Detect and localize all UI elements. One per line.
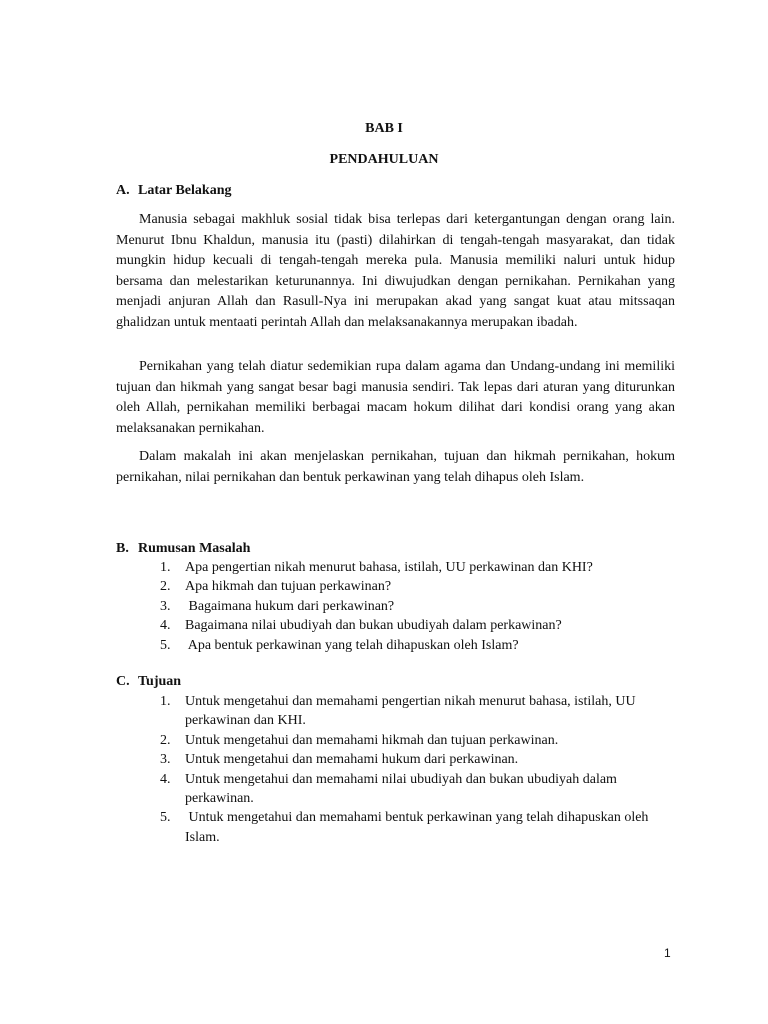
list-item-text: Bagaimana hukum dari perkawinan? bbox=[185, 598, 395, 614]
list-item bbox=[160, 616, 675, 635]
list-item bbox=[160, 731, 665, 750]
list-item-number: 5. bbox=[160, 637, 171, 653]
list-item-number: 4. bbox=[160, 618, 171, 634]
list-item-text: Apa pengertian nikah menurut bahasa, istilah, UU perkawinan dan KHI? bbox=[185, 560, 593, 575]
list-item bbox=[160, 558, 675, 577]
section-a-paragraph-1: Manusia sebagai makhluk sosial tidak bisa terlepas dari ketergantungan dengan orang lain. Menurut Ibnu Khaldun, manusia itu (pasti) dilahirkan di tengah-tengah masyarakat, dan tidak mungkin hidup kecuali di tengah-tengah mereka pula. Manusia memiliki naluri untuk hidup bersama dan melestarikan keturunannya. Ini diwujudkan dengan pernikahan. Pernikahan yang menjadi anjuran Allah dan Rasull-Nya ini merupakan akad yang sangat kuat atau mitssaqan ghalidzan untuk mentaati perintah Allah dan melaksanakannya merupakan ibadah. bbox=[116, 212, 675, 330]
list-item-number: 1. bbox=[160, 560, 171, 575]
list-item bbox=[160, 692, 665, 731]
list-item-text: Apa bentuk perkawinan yang telah dihapuskan oleh Islam? bbox=[185, 637, 519, 653]
section-a-paragraph-3: Dalam makalah ini akan menjelaskan pernikahan, tujuan dan hikmah pernikahan, hokum pernikahan, nilai pernikahan dan bentuk perkawinan yang telah dihapus oleh Islam. bbox=[116, 449, 675, 485]
list-item-text: Untuk mengetahui dan memahami nilai ubudiyah dan bukan ubudiyah dalam perkawinan. bbox=[185, 771, 617, 807]
list-item bbox=[160, 597, 675, 616]
chapter-label: BAB I bbox=[365, 121, 403, 136]
list-item-text: Untuk mengetahui dan memahami pengertian nikah menurut bahasa, istilah, UU perkawinan dan KHI. bbox=[185, 694, 636, 729]
list-item bbox=[160, 808, 665, 847]
list-item bbox=[160, 577, 675, 596]
list-item-text: Untuk mengetahui dan memahami bentuk perkawinan yang telah dihapuskan oleh Islam. bbox=[185, 810, 652, 845]
list-item-number: 2. bbox=[160, 732, 171, 748]
list-item-number: 3. bbox=[160, 598, 171, 614]
list-item bbox=[160, 636, 675, 655]
list-item-number: 3. bbox=[160, 752, 171, 768]
section-a-paragraph-2: Pernikahan yang telah diatur sedemikian rupa dalam agama dan Undang-undang ini memiliki tujuan dan hikmah yang sangat besar bagi manusia sendiri. Tak lepas dari aturan yang diturunkan oleh Allah, pernikahan memiliki berbagai macam hokum dilihat dari kondisi orang yang akan melaksanakan pernikahan. bbox=[116, 359, 675, 436]
section-c-number: C. bbox=[116, 674, 130, 689]
section-b-heading bbox=[116, 541, 250, 557]
section-a-heading bbox=[116, 183, 231, 199]
list-item-text: Untuk mengetahui dan memahami hikmah dan tujuan perkawinan. bbox=[185, 732, 559, 748]
section-c-title: Tujuan bbox=[138, 674, 182, 689]
list-item-text: Apa hikmah dan tujuan perkawinan? bbox=[185, 579, 392, 595]
section-a-number: A. bbox=[116, 183, 130, 198]
list-item-number: 1. bbox=[160, 694, 171, 709]
section-b-number: B. bbox=[116, 541, 129, 556]
problem-list bbox=[160, 558, 675, 655]
section-b-title: Rumusan Masalah bbox=[138, 541, 251, 556]
objective-list bbox=[160, 692, 665, 847]
section-a-title: Latar Belakang bbox=[138, 183, 232, 198]
list-item-text: Bagaimana nilai ubudiyah dan bukan ubudiyah dalam perkawinan? bbox=[185, 618, 562, 634]
list-item-number: 4. bbox=[160, 771, 171, 787]
list-item-number: 5. bbox=[160, 810, 171, 826]
chapter-title: PENDAHULUAN bbox=[329, 152, 439, 167]
list-item-text: Untuk mengetahui dan memahami hukum dari perkawinan. bbox=[185, 752, 519, 768]
list-item bbox=[160, 750, 665, 769]
section-c-heading bbox=[116, 674, 181, 690]
list-item bbox=[160, 770, 665, 809]
list-item-number: 2. bbox=[160, 579, 171, 595]
page-number: 1 bbox=[664, 946, 671, 960]
